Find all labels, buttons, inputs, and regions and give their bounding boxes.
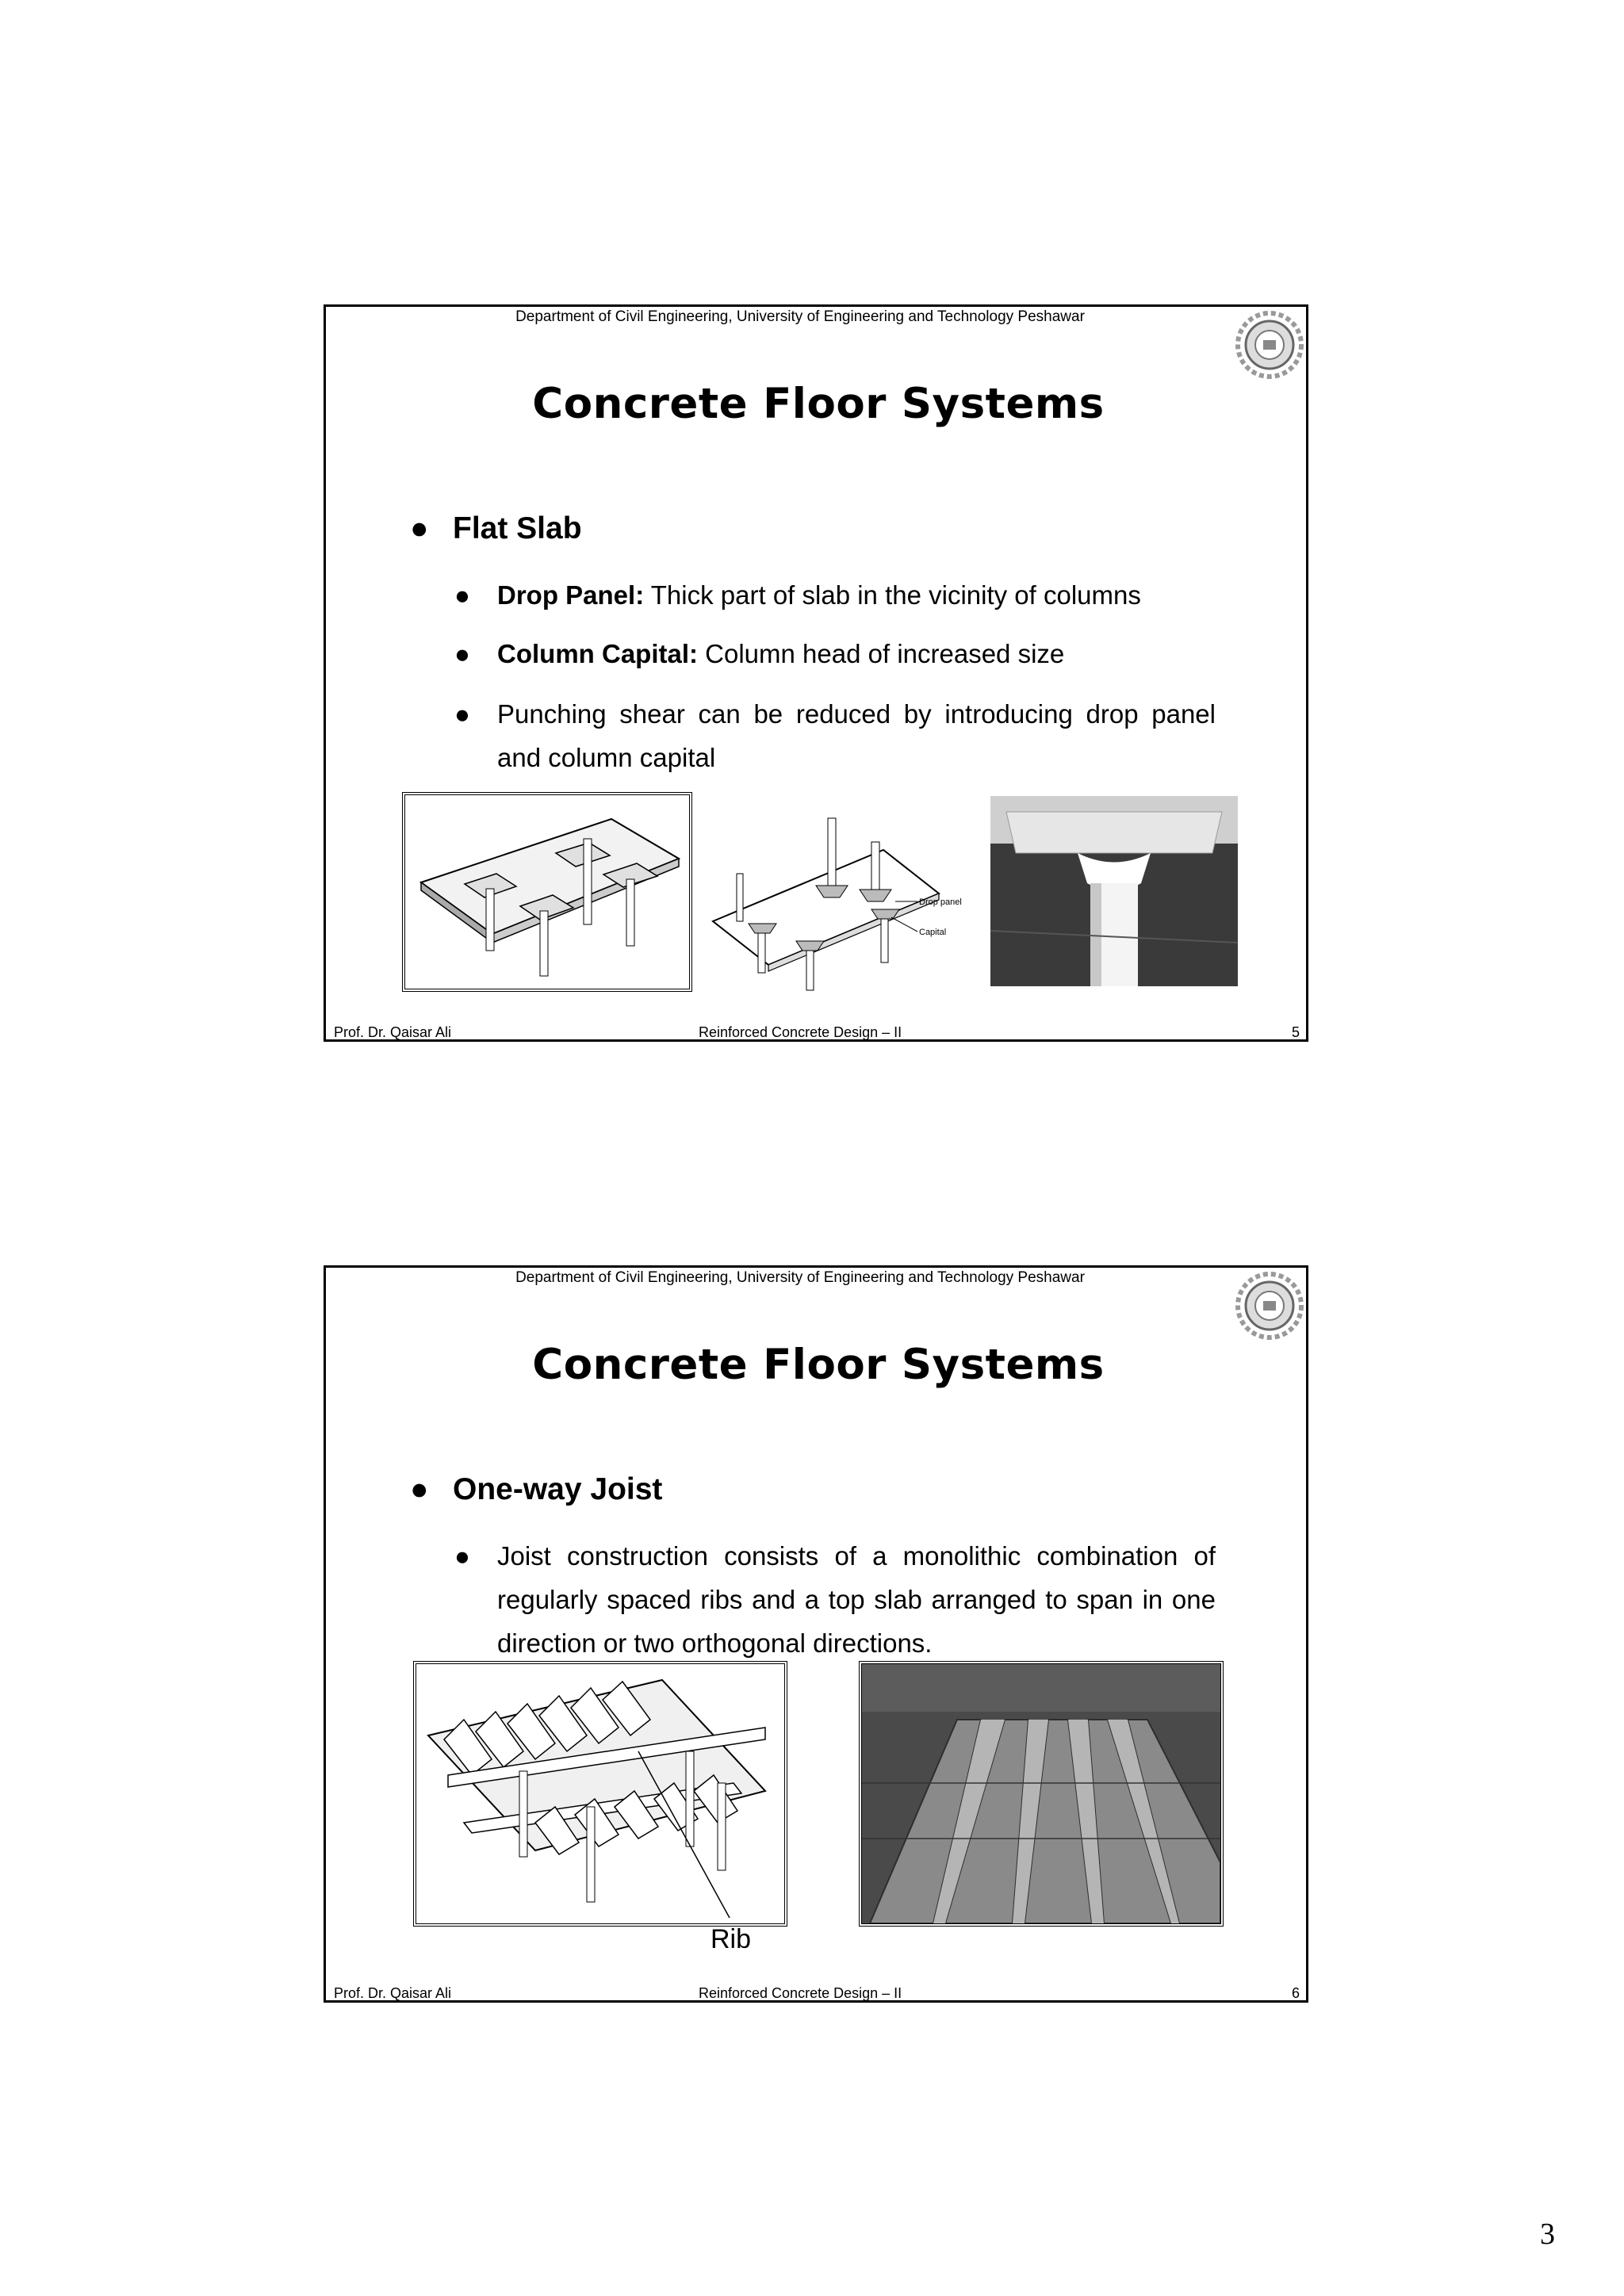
- slide-header: Department of Civil Engineering, University of Engineering and Technology Peshawar: [515, 308, 1085, 325]
- one-way-joist-figure: [413, 1661, 787, 1927]
- page-number: 3: [1540, 2218, 1555, 2251]
- footer-course: Reinforced Concrete Design – II: [699, 1985, 902, 2001]
- bullet-dot-icon: ●: [410, 511, 429, 545]
- flat-slab-drawing: [405, 795, 689, 989]
- university-logo-icon: [1233, 1269, 1306, 1342]
- one-way-joist-drawing: [416, 1664, 784, 1923]
- drop-panel-capital-figure: [705, 798, 982, 997]
- slide-6: Department of Civil Engineering, University of Engineering and Technology Peshawar Concrete Floor Systems ● One-way Joist ● Joist construction consists of a monolithic combination of regularly spaced ribs and a top slab arranged to span in one direction or two orthogonal directions. Rib Prof. Dr. Qaisar Ali Reinforced Concrete Design – II 6: [324, 1265, 1308, 2003]
- joist-construction-photo: [859, 1661, 1224, 1927]
- slide-header: Department of Civil Engineering, University of Engineering and Technology Peshawar: [515, 1269, 1085, 1286]
- flat-slab-drop-panel-figure: [402, 792, 692, 992]
- bullet-dot-icon: ●: [410, 1472, 429, 1506]
- subbullet-joist-construction: ● Joist construction consists of a monolithic combination of regularly spaced ribs and a top slab arranged to span in one direction or two orthogonal directions.: [454, 1534, 1216, 1665]
- bullet-dot-icon: ●: [454, 580, 470, 610]
- bullet-dot-icon: ●: [454, 639, 470, 668]
- slide-title: Concrete Floor Systems: [532, 1341, 1105, 1389]
- joist-construction-photo-drawing: [862, 1664, 1220, 1923]
- subbullet-column-capital: ● Column Capital: Column head of increased size: [454, 632, 1216, 675]
- slide-5: Department of Civil Engineering, University of Engineering and Technology Peshawar Concrete Floor Systems ● Flat Slab ● Drop Panel: Thick part of slab in the vicinity of columns ● Column Capital: Column head of increased size ● Punching shear can be reduced by introducing drop panel and column capital Drop panel Capital Prof. Dr. Qaisar Ali Reinforced Concrete Design – II 5: [324, 304, 1308, 1042]
- footer-course: Reinforced Concrete Design – II: [699, 1024, 902, 1040]
- university-logo-icon: [1233, 308, 1306, 381]
- rib-label: Rib: [710, 1924, 752, 1954]
- capital-label: Capital: [919, 928, 947, 937]
- drop-panel-label: Drop panel: [919, 897, 962, 907]
- column-capital-photo-drawing: [990, 796, 1238, 986]
- footer-slide-number: 6: [1291, 1985, 1300, 2001]
- footer-author: Prof. Dr. Qaisar Ali: [334, 1985, 452, 2001]
- drop-panel-capital-drawing: [705, 798, 982, 997]
- slide-footer: [326, 1983, 1306, 2002]
- subbullet-punching-shear: ● Punching shear can be reduced by introducing drop panel and column capital: [454, 692, 1216, 779]
- bullet-dot-icon: ●: [454, 699, 470, 729]
- slide-title: Concrete Floor Systems: [532, 380, 1105, 428]
- footer-author: Prof. Dr. Qaisar Ali: [334, 1024, 452, 1040]
- bullet-dot-icon: ●: [454, 1541, 470, 1571]
- slide-footer: [326, 1022, 1306, 1041]
- footer-slide-number: 5: [1291, 1024, 1300, 1040]
- column-capital-photo: [990, 796, 1238, 986]
- subbullet-drop-panel: ● Drop Panel: Thick part of slab in the vicinity of columns: [454, 573, 1216, 617]
